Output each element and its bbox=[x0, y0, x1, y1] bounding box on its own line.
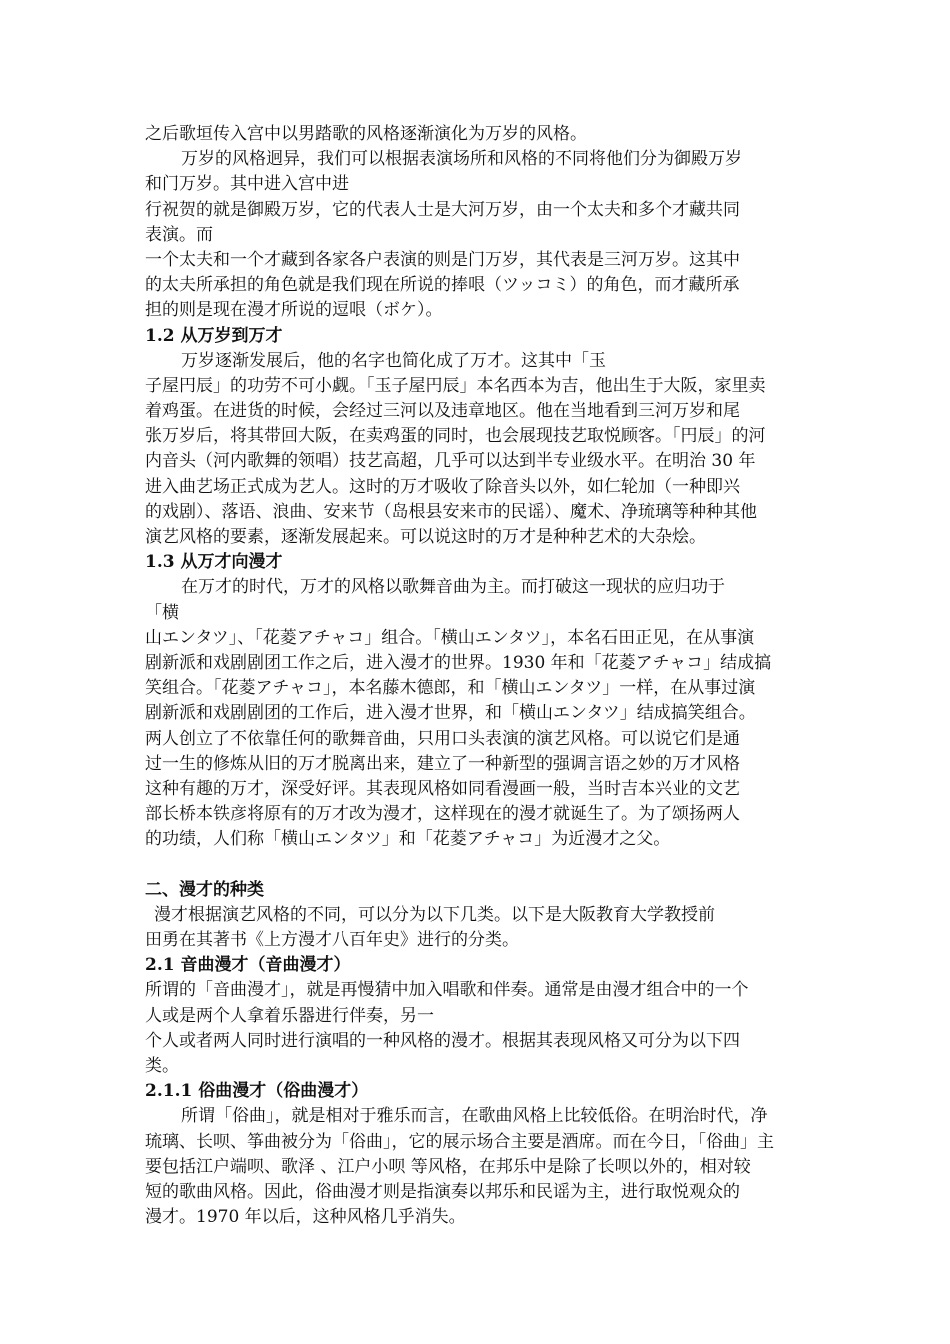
text-line: 演艺风格的要素，逐渐发展起来。可以说这时的万才是种种艺术的大杂烩。 bbox=[145, 527, 706, 547]
text-line: 「横 bbox=[145, 602, 179, 623]
text-line: 琉璃、长呗、筝曲被分为「俗曲」，它的展示场合主要是酒席。而在今日，「俗曲」主 bbox=[145, 1131, 774, 1152]
section-heading: 二、漫才的种类 bbox=[145, 879, 264, 900]
text-line: 山エンタツ」、「花菱アチャコ」组合。「横山エンタツ」，本名石田正见，在从事演 bbox=[145, 627, 755, 648]
text-line: 过一生的修炼从旧的万才脱离出来，建立了一种新型的强调言语之妙的万才风格 bbox=[145, 753, 740, 774]
text-line: 个人或者两人同时进行演唱的一种风格的漫才。根据其表现风格又可分为以下四 bbox=[145, 1030, 740, 1051]
text-line: 担的则是现在漫才所说的逗哏（ボケ）。 bbox=[145, 300, 443, 321]
section-heading: 1.2 从万岁到万才 bbox=[145, 325, 283, 346]
text-line: 万岁的风格迥异，我们可以根据表演场所和风格的不同将他们分为御殿万岁 bbox=[181, 149, 742, 170]
section-heading: 2.1 音曲漫才（音曲漫才） bbox=[145, 955, 351, 976]
text-line: 剧新派和戏剧剧团工作之后，进入漫才的世界。1930 年和「花菱アチャコ」结成搞 bbox=[145, 652, 772, 673]
text-line: 之后歌垣传入宫中以男踏歌的风格逐渐演化为万岁的风格。 bbox=[145, 124, 587, 144]
text-line: 所谓「俗曲」，就是相对于雅乐而言，在歌曲风格上比较低俗。在明治时代，净 bbox=[181, 1106, 768, 1127]
text-line: 行祝贺的就是御殿万岁，它的代表人士是大河万岁，由一个太夫和多个才藏共同 bbox=[145, 199, 740, 220]
text-line: 在万才的时代，万才的风格以歌舞音曲为主。而打破这一现状的应归功于 bbox=[181, 577, 725, 598]
text-line: 着鸡蛋。在进货的时候，会经过三河以及违章地区。他在当地看到三河万岁和尾 bbox=[145, 401, 740, 422]
text-line: 张万岁后，将其带回大阪，在卖鸡蛋的同时，也会展现技艺取悦顾客。「円辰」的河 bbox=[145, 426, 766, 447]
text-line: 笑组合。「花菱アチャコ」，本名藤木德郎，和「横山エンタツ」一样，在从事过演 bbox=[145, 678, 756, 699]
text-line: 漫才根据演艺风格的不同，可以分为以下几类。以下是大阪教育大学教授前 bbox=[154, 904, 715, 925]
text-line: 万岁逐渐发展后，他的名字也简化成了万才。这其中「玉 bbox=[181, 350, 606, 371]
text-line: 的戏剧）、落语、浪曲、安来节（岛根县安来市的民谣）、魔术、净琉璃等种种其他 bbox=[145, 501, 757, 522]
section-heading: 2.1.1 俗曲漫才（俗曲漫才） bbox=[145, 1081, 369, 1102]
text-line: 子屋円辰」的功劳不可小觑。「玉子屋円辰」本名西本为吉，他出生于大阪，家里卖 bbox=[145, 375, 766, 396]
text-line: 一个太夫和一个才藏到各家各户表演的则是门万岁，其代表是三河万岁。这其中 bbox=[145, 249, 740, 270]
text-line: 的太夫所承担的角色就是我们现在所说的捧哏（ツッコミ）的角色，而才藏所承 bbox=[145, 275, 740, 296]
text-line: 短的歌曲风格。因此，俗曲漫才则是指演奏以邦乐和民谣为主，进行取悦观众的 bbox=[145, 1181, 740, 1202]
text-line: 漫才。1970 年以后，这种风格几乎消失。 bbox=[145, 1207, 466, 1228]
text-line: 要包括江户端呗、歌泽 、江户小呗 等风格，在邦乐中是除了长呗以外的，相对较 bbox=[145, 1156, 751, 1177]
section-heading: 1.3 从万才向漫才 bbox=[145, 552, 283, 573]
text-line: 这种有趣的万才，深受好评。其表现风格如同看漫画一般，当时吉本兴业的文艺 bbox=[145, 778, 740, 799]
text-line: 的功绩，人们称「横山エンタツ」和「花菱アチャコ」为近漫才之父。 bbox=[145, 829, 671, 850]
text-line: 内音头（河内歌舞的领唱）技艺高超，几乎可以达到半专业级水平。在明治 30 年 bbox=[145, 451, 756, 472]
text-line: 所谓的「音曲漫才」，就是再慢猜中加入唱歌和伴奏。通常是由漫才组合中的一个 bbox=[145, 980, 749, 1001]
text-line: 田勇在其著书《上方漫才八百年史》进行的分类。 bbox=[145, 930, 519, 950]
text-line: 两人创立了不依靠任何的歌舞音曲，只用口头表演的演艺风格。可以说它们是通 bbox=[145, 728, 740, 749]
text-line: 剧新派和戏剧剧团的工作后，进入漫才世界，和「横山エンタツ」结成搞笑组合。 bbox=[145, 703, 756, 724]
blank-line bbox=[145, 852, 810, 877]
text-line: 类。 bbox=[145, 1055, 179, 1076]
text-line: 和门万岁。其中进入宫中进 bbox=[145, 174, 349, 195]
text-line: 部长桥本铁彦将原有的万才改为漫才，这样现在的漫才就诞生了。为了颂扬两人 bbox=[145, 804, 740, 825]
text-line: 进入曲艺场正式成为艺人。这时的万才吸收了除音头以外，如仁轮加（一种即兴 bbox=[145, 476, 740, 497]
document-page bbox=[145, 122, 810, 1230]
text-line: 人或是两个人拿着乐器进行伴奏，另一 bbox=[145, 1005, 434, 1026]
text-line: 表演。而 bbox=[145, 224, 213, 245]
